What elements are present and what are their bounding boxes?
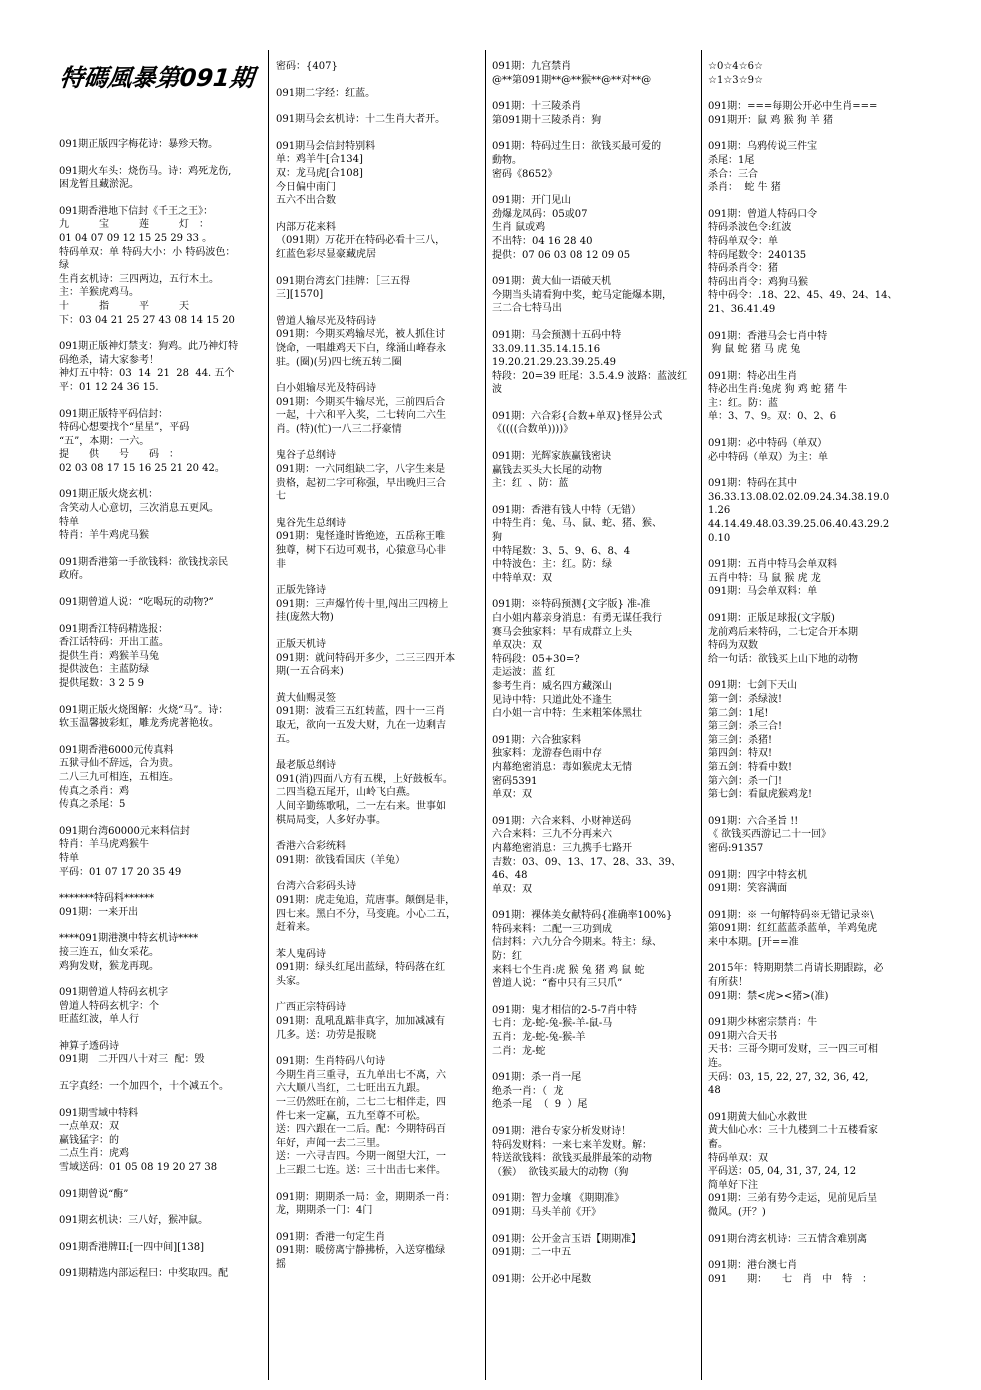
text-block: 091期：※特码预测{文字版} 准-准 白小姐内幕亲身消息：有勇无谋任我行 赛马会独家料：早有成群立上头 单双决：双 特码段：05+30=? 走运波：蓝 红 参考生肖：威名四方藏深山 见诗中特：只道此处不逢生 白小姐一言中特：生来粗笨体黑壮 (492, 599, 662, 720)
text-block: 091期香港6000元传真料 五狱寻仙不辞远，合为贵。 二八三九可相连，五相连。 传真之杀肖：鸡 传真之杀尾：5 (59, 744, 179, 811)
text-block: 091期：必中特码（单双） 必中特码（单双）为主：单 (708, 438, 828, 463)
text-block: 091期：公开必中尾数 (492, 1273, 592, 1285)
text-block: 曾道人输尽光及特码诗 091期：今期买鸡输尽光，被人抓住讨 饶命，一唱雄鸡天下白，缘涌山峰春永 驻。(圈)(另)四七统五转二圈 (276, 315, 446, 368)
text-block: 091期雪域中特料 一点单双：双 赢钱猛字：的 二点生肖：虎鸡 雪域送码：01 05 08 19 20 27 38 (59, 1107, 218, 1174)
text-block: 091期：七剑下天山 第一剑：杀绿波! 第二剑：1尾! 第三剑：杀三合! 第三剑：杀猪! 第四剑：特双! 第五剑：特看中数! 第六剑：杀一门! 第七剑：看鼠虎猴鸡龙! (708, 680, 813, 801)
text-block: 091期：正版足球报(文字版) 龙前鸡后来特码，二七定合开本期 特码为双数 给一句话：欲钱买上山下地的动物 (708, 613, 858, 665)
text-block: 091期：===每期公开必中生肖=== 091期开：鼠 鸡 猴 狗 羊 猪 (708, 101, 878, 126)
text-block: 091期：智力金壤 《期期准》 091期：马头羊前《开》 (492, 1193, 625, 1218)
text-block: ☆0☆4☆6☆ ☆1☆3☆9☆ (708, 61, 763, 86)
text-block: 091期：十三陵杀肖 第091期十三陵杀肖：狗 (492, 101, 602, 126)
text-block: 091期：马会预测十五码中特 33.09.11.35.14.15.16 19.20.21.29.23.39.25.49 特段：20=39 旺尾：3.5.4.9 波路：蓝波红 波 (492, 329, 688, 396)
text-block: 091期：乌鸦传说三件宝 杀尾：1尾 杀合：三合 杀肖： 蛇 牛 猪 (708, 141, 818, 194)
column-divider (268, 50, 269, 1380)
text-block: 正版先锋诗 091期：三声爆竹传十里,闯出三四榜上 挂(庞然大物) (276, 585, 449, 624)
text-block: ****091期港澳中特玄机诗**** 接三连五，仙女采花。 鸡狗发财，猴龙再现。 (59, 933, 199, 972)
text-block: 091期台湾玄门挂牌：［三五得 三][1570] (276, 275, 411, 301)
text-block: 091期香港牌II:[一四中间][138] (59, 1241, 205, 1253)
text-block: 091期：生肖特码八句诗 今期生肖三重寻，五九单出七不离，六 六大顺八当红，二七旺出五九跟。 一三仍然旺在前，二七二七相伴走，四 件七来一定赢，五九至尊不可松。 送：四六跟在一二后。配：今期特码百 年好，声闻一去二三里。 送：一六寻吉四。今期一阁望大江，一 上三跟二七连。送：三十出击七来伴。 (276, 1056, 446, 1176)
text-block: 鬼谷子总纲诗 091期：一六同组缺二字，八字生来是 贵格，起初二字可称强，早出晚归三合 七 (276, 450, 446, 503)
text-block: 091期：黄大仙一语破天机 今期当头请看狗中奖，蛇马定能爆本期， 三二合七特马出 (492, 276, 672, 315)
text-block: 091期少林密宗禁肖：牛 091期六合天书 天书：三哥今期可发财，三一四三可相 连。 天码：03, 15, 22, 27, 32, 36, 42, 48 (708, 1017, 878, 1097)
text-block: 091期火车头：烧伤马。诗：鸡死龙伤, 困龙暂且藏淤泥。 (59, 165, 232, 191)
text-block: 091期正版四字梅花诗：暴殄天物。 (59, 139, 219, 150)
text-block: 091期香港地下信封《千王之王》： 九 宝 莲 灯 ： 01 04 07 09 12 15 25 29 33 。 特码单双：单 特码大小：小 特码波色： 绿 生肖玄机诗：三四两边，五行木土。 主：羊猴虎鸡马。 十 指 平 天 下：03 04 21 25 27 43 08 14 15 20 (59, 205, 236, 326)
text-block: 091期：特码在其中 36.33.13.08.02.02.09.24.34.38.19.0 1.26 44.14.49.48.03.39.25.06.40.43.29.2 0.10 (708, 478, 890, 544)
text-block: 091期：香港马会七肖中特 狗 鼠 蛇 猪 马 虎 兔 (708, 330, 828, 356)
text-block: 091期台湾60000元来料信封 特肖：羊马虎鸡猴牛 特单 平码：01 07 17 20 35 49 (59, 825, 190, 878)
text-block: 091期：鬼才相信的2-5-7肖中特 七肖：龙-蛇-兔-猴-羊-鼠-马 五肖：龙-蛇-兔-猴-羊 二肖：龙-蛇 (492, 1004, 637, 1057)
text-block: 香港六合彩统料 091期：欲钱看国庆（羊兔） (276, 841, 406, 866)
text-block: 091期：特必出生肖 特必出生肖:兔虎 狗 鸡 蛇 猪 牛 主：红。防：蓝 单：3、7、9。双：0、2、6 (708, 370, 848, 423)
text-block: 091期香江特码精选报： 香江话特码：开出工蓝。 提供生肖：鸡猴羊马兔 提供波色：主蓝防绿 提供尾数：3 2 5 9 (59, 623, 169, 689)
text-block: 091期：香港一句定生肖 091期：暖傍离宁静拂桥，入送穿槛绿 摇 (276, 1231, 446, 1270)
text-block: 091期：公开金言玉语【期期准】 091期：二一中五 (492, 1233, 642, 1259)
text-block: 091期：香港有钱人中特（无错） 中特生肖：兔、马、鼠、蛇、猪、猴、 狗 中特尾数：3、5、9、6、8、4 中特波色：主：红。防：绿 中特单双：双 (492, 504, 662, 584)
text-block: 091期：港台澳七肖 091 期： 七 肖 中 特 ： (708, 1260, 873, 1285)
text-block: 密码：{407} (276, 61, 338, 72)
page-title: 特碼風暴第091期 (58, 64, 256, 92)
text-block: 091期：四字中特玄机 091期：笑容满面 (708, 869, 808, 895)
text-block: 091期黄大仙心水救世 黄大仙心水：三十九楼到二十五楼看家 畜。 特码单双：双 平码送：05, 04, 31, 37, 24, 12 简单好下注 091期：三弟有势今走运，见前见后呈 微风。(开？) (708, 1111, 878, 1218)
text-block: 091期：杀一肖一尾 绝杀一肖：（ 龙 绝杀一尾 （ 9 ）尾 (492, 1072, 588, 1111)
text-block: 091期：期期杀一局：金，期期杀一肖： 龙，期期杀一门：4门 (276, 1191, 456, 1217)
text-block: 091期马会玄机诗：十二生肖大者开。 (276, 114, 446, 126)
text-block: 091期正版火烧玄机： 含笑动人心意切，三次消息五更风。 特单 特肖：羊牛鸡虎马猴 (59, 489, 219, 542)
text-block: 五字真经：一个加四个，十个减五个。 (59, 1081, 229, 1093)
column-divider (485, 50, 486, 1380)
text-block: 091期：开门见山 劲爆龙凤码：05或07 生肖 鼠或鸡 不出特：04 16 28 40 提供：07 06 03 08 12 09 05 (492, 195, 631, 261)
column-4 (708, 60, 914, 1390)
text-block: 台湾六合彩码头诗 091期：虎走兔追，荒唐事。颠倒是非， 四七来。黑白不分，马变鹿。小心二五， 赶着来。 (276, 881, 456, 934)
text-block: 091期曾说“酶” (59, 1188, 129, 1200)
text-block: 091期正版神灯禁支：狗鸡。此乃神灯特 码绝杀，请大家参考！ 神灯五中特：03 14 21 28 44. 五个 平：01 12 24 36 15. (59, 341, 239, 393)
text-block: 091期：六合圣旨 !! 《 欲钱买西游记二十一回》 密码:91357 (708, 815, 832, 854)
text-block: 091期：港台专家分析发财诗！ 特码发财料：一来七来羊发财。解： 特送欲钱料：欲钱买最胖最笨的动物 （猴） 欲钱买最大的动物（狗 (492, 1126, 652, 1178)
text-block: 091期：特码过生日：欲钱买最可爱的 動物。 密码《8652》 (492, 141, 662, 180)
text-block: 091期玄机诀：三八好，猴冲鼠。 (59, 1215, 209, 1227)
text-block: 内部万花来料 （091期）万花开在特码必看十三八， 红蓝色彩尽显豪藏虎居 (276, 221, 446, 260)
text-block: 正版天机诗 091期：就问特码开多少，二三三四开本 期(一五合码来) (276, 639, 456, 678)
text-block: 广西正宗特码诗 091期：乱吼乱踮非真字，加加减减有 几多。送：功劳是报晓 (276, 1002, 446, 1041)
text-block: 091期：五肖中特马会单双料 五肖中特：马 鼠 猴 虎 龙 091期：马会单双料：单 (708, 559, 838, 598)
text-block: 最老版总纲诗 091(消)四面八方有五棵，上好鼓板车。 二四当稳五尾开，山岭飞白燕。 人间辛勤练歌吼，二一左右来。世事如 棋局局变，人多好办事。 (276, 760, 453, 826)
text-block: 091期二字经：红蓝。 (276, 87, 376, 99)
column-2 (276, 60, 480, 1390)
column-3 (492, 60, 696, 1390)
text-block: 091期：曾道人特码口令 特码杀波色令:红波 特码单双令：单 特码尾数令：240135 特码杀肖令：猪 特码出肖令：鸡狗马猴 特中码令：.18、22、45、49、24、14、 21、36.41.49 (708, 208, 898, 315)
text-block: 091期曾道人说：“吃喝玩的动物?” (59, 597, 214, 609)
text-block: 091期正版火烧图解：火烧“马”。诗： 软玉温馨披彩虹，雕龙秀虎著艳妆。 (59, 704, 229, 730)
text-block: 神算子透码诗 091期 二开四八十对三 配：毁 (59, 1040, 205, 1066)
text-block: 091期：六合独家料 独家料：龙游春色雨中存 内幕绝密消息：毒如猴虎太无情 密码5391 单双：双 (492, 734, 632, 801)
text-block: 091期：六合彩{合数+单双}怪异公式 《((((合数单))))》 (492, 410, 663, 436)
text-block: *******特码料****** 091期：一来开出 (59, 893, 154, 918)
text-block: 091期：裸体美女献特码{准确率100%} 特码来料：二配一三功到成 信封料：六九分合今期来。特主：绿、 防：红 来料七个生肖:虎 猴 兔 猪 鸡 鼠 蛇 曾道人说：“畜中只有三只爪” (492, 910, 673, 990)
text-block: 091期：九宫禁肖 @**第091期**@**猴**@**对**@ (492, 61, 652, 86)
text-block: 白小姐输尽光及特码诗 091期：今期买牛输尽光，三前四后合 一起，十六和平入奖，二七转向二六生 肖。(特)(忙)一八三二抒豪情 (276, 383, 446, 435)
text-block: 091期：光辉家族赢钱密诀 赢钱去买头大长尾的动物 主：红 、防：蓝 (492, 451, 612, 490)
column-1 (59, 138, 259, 1388)
text-block: 091期马会信封特别料 单：鸡羊牛[合134] 双：龙马虎[合108] 今日偏中南门 五六不出合数 (276, 140, 376, 207)
text-block: 091期：六合来料、小财神送码 六合来料：三九不分再来六 内幕绝密消息：三九携手七路开 吉数：03、09、13、17、28、33、39、 46、48 单双：双 (492, 815, 682, 895)
text-block: 黄大仙赐灵签 091期：波看三五红转蓝，四十一三肖 取无，欲向一五发大财，九在一边剩吉 五。 (276, 692, 446, 745)
text-block: 苯人鬼码诗 091期：绿头红尾出蓝绿，特码落在红 头家。 (276, 948, 446, 987)
text-block: 091期香港第一手欲钱料：欲钱找亲民 政府。 (59, 556, 229, 582)
text-block: 091期曾道人特码玄机字 曾道人特码玄机字：个 旺蓝红波，单人行 (59, 987, 169, 1026)
text-block: 091期正版特平码信封： 特码心想要找个“星星”，平码 “五”，本期：一六。 提 供 号 码 ： 02 03 08 17 15 16 25 21 20 42。 (59, 408, 225, 474)
text-block: 鬼谷先生总纲诗 091期：鬼怪逢时皆绝迹，五岳称王唯 独尊，树下石边可观书，心猿意马心非 非 (276, 517, 446, 570)
text-block: 091期精选内部运程曰：中奖取四。配 (59, 1268, 229, 1280)
text-block: 091期：※ 一句解特码※无错记录※\ 第091期：红红蓝蓝杀蓝单，羊鸡兔虎 来中本期。[开==准 (708, 909, 878, 948)
text-block: 091期台湾玄机诗：三五情含难别离 (708, 1233, 868, 1245)
text-block: 2015年：特期期禁二肖请长期跟踪，必 有所获！ 091期：禁<虎><猪>(准) (708, 963, 884, 1002)
column-divider (701, 50, 702, 1380)
